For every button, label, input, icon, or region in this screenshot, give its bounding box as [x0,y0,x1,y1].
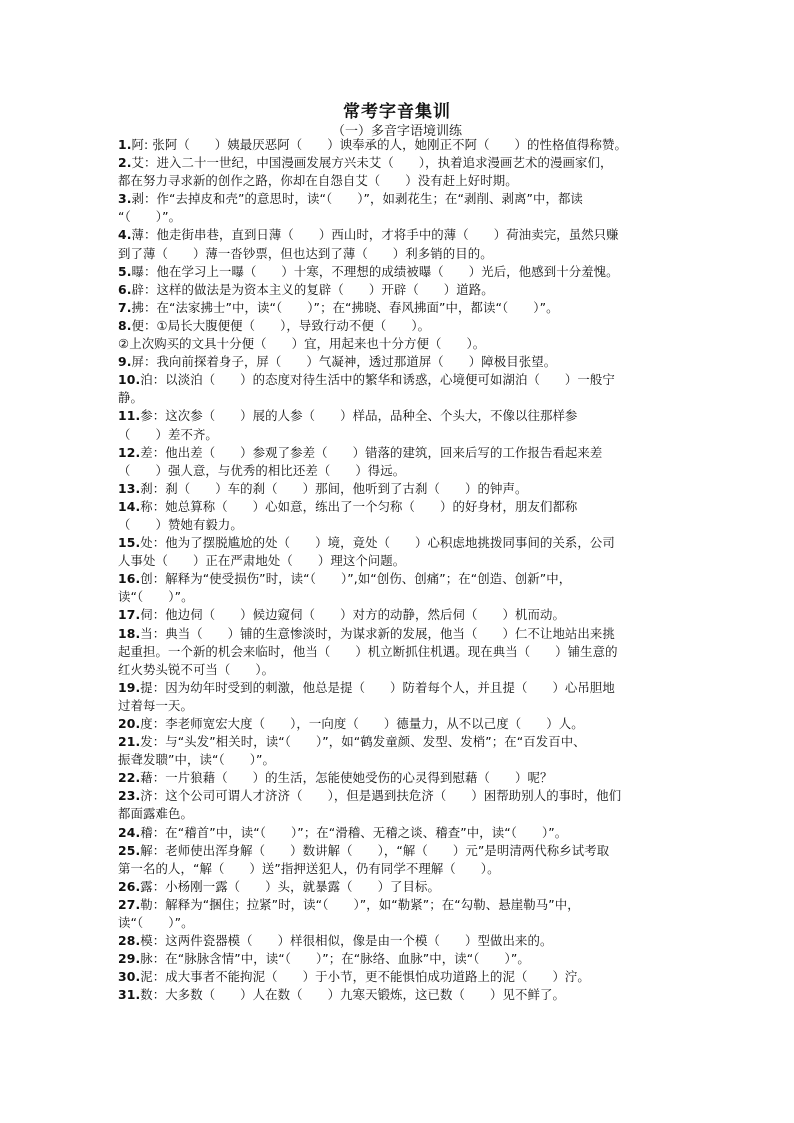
exercise-text: 阿: 张阿（ ）姨最厌恶阿（ ）谀奉承的人，她刚正不阿（ ）的性格值得称赞。 [131,137,627,152]
exercise-line [118,606,678,624]
exercise-continuation-line [118,661,678,679]
exercise-text: 数：大多数（ ）人在数（ ）九寒天锻炼，这已数（ ）见不鲜了。 [140,987,565,1003]
exercise-continuation-line [118,552,678,570]
exercise-line [118,986,678,1004]
exercise-line [118,299,678,317]
exercise-continuation-line [118,588,678,606]
exercise-line [118,715,678,733]
exercise-line [118,625,678,643]
exercise-text: 济：这个公司可谓人才济济（ ），但是遇到扶危济（ ）困帮助别人的事时，他们 [140,788,622,804]
exercise-text: 都面露难色。 [118,806,193,822]
exercise-line [118,679,678,697]
exercise-line [118,733,678,751]
exercise-line [118,968,678,986]
exercise-continuation-line [118,208,678,226]
exercise-text: 屏：我向前探着身子，屏（ ）气凝神，透过那道屏（ ）障极目张望。 [131,354,557,370]
exercise-number: 18. [118,625,141,641]
exercise-text: 参：这次参（ ）展的人参（ ）样品，品种全、个头大，不像以往那样参 [140,408,578,424]
exercise-continuation-line [118,172,678,190]
exercise-continuation-line [118,805,678,823]
exercise-number: 12. [118,444,141,460]
exercise-line [118,281,678,299]
exercise-text: 曝：他在学习上一曝（ ）十寒，不理想的成绩被曝（ ）光后，他感到十分羞愧。 [131,263,619,279]
exercise-text: 称：她总算称（ ）心如意，练出了一个匀称（ ）的好身材，朋友们都称 [140,498,578,514]
exercise-number: 29. [118,951,141,967]
section-subtitle: （一）多音字语境训练 [331,124,462,139]
exercise-text: 发：与“头发”相关时，读“（ ）”，如“鹤发童颜、发型、发梢”；在“百发百中、 [140,734,586,750]
exercise-number: 19. [118,679,141,695]
exercise-text: 第一名的人，“解（ ）送”指押送犯人，仍有同学不理解（ ）。 [118,860,500,876]
page-title: 常考字音集训 [343,102,451,122]
exercise-number: 6. [118,281,132,297]
exercise-number: 13. [118,480,141,496]
exercise-text: 解：老师使出浑身解（ ）数讲解（ ），“解（ ）元”是明清两代称乡试考取 [140,842,610,858]
exercise-line [118,570,678,588]
exercise-continuation-line [118,751,678,769]
exercise-number: 1. [118,137,132,152]
exercise-continuation-line [118,335,678,353]
exercise-line [118,932,678,950]
exercise-line [118,226,678,244]
exercise-text: 都在努力寻求新的创作之路，你却在自怨自艾（ ）没有赶上好时期。 [118,173,518,189]
exercise-line [118,950,678,968]
exercise-text: 泊：以淡泊（ ）的态度对待生活中的繁华和诱惑，心境便可如湖泊（ ）一般宁 [140,372,615,388]
exercise-number: 28. [118,933,141,949]
exercise-line [118,896,678,914]
exercise-number: 4. [118,227,132,243]
exercise-number: 2. [118,155,132,171]
exercise-text: 创：解释为“使受损伤”时，读“（ ）”,如“创伤、创痛”；在“创造、创新”中， [140,571,572,587]
exercise-line [118,353,678,371]
exercise-continuation-line [118,516,678,534]
exercise-line [118,136,678,154]
exercise-text: 起重担。一个新的机会来临时，他当（ ）机立断抓住机遇。现在典当（ ）铺生意的 [118,643,618,659]
exercise-number: 24. [118,824,141,840]
exercise-continuation-line [118,462,678,480]
exercise-line [118,317,678,335]
exercise-continuation-line [118,643,678,661]
exercise-text: （ ）强人意，与优秀的相比还差（ ）得远。 [118,462,406,478]
exercise-line [118,534,678,552]
exercise-text: （ ）差不齐。 [118,426,218,442]
exercise-number: 30. [118,969,141,985]
exercise-line [118,190,678,208]
exercise-line [118,371,678,389]
exercise-number: 23. [118,788,141,804]
exercise-line [118,407,678,425]
exercise-text: 稽：在“稽首”中，读“（ ）”；在“滑稽、无稽之谈、稽查”中，读“（ ）”。 [140,824,568,840]
exercise-text: 处：他为了摆脱尴尬的处（ ）境，竟处（ ）心积虑地挑拨同事间的关系，公司 [140,535,615,551]
exercise-number: 10. [118,372,141,388]
exercise-text: 藉：一片狼藉（ ）的生活，怎能使她受伤的心灵得到慰藉（ ）呢？ [140,770,553,786]
exercise-text: 到了薄（ ）薄一沓钞票，但也达到了薄（ ）利多销的目的。 [118,245,493,261]
exercise-text: “（ ）”。 [118,209,182,225]
exercise-text: 模：这两件瓷器模（ ）样很相似，像是由一个模（ ）型做出来的。 [140,933,553,949]
exercise-continuation-line [118,389,678,407]
exercise-number: 20. [118,716,141,731]
exercise-text: 提：因为幼年时受到的刺激，他总是提（ ）防着每个人，并且提（ ）心吊胆地 [140,679,615,695]
exercise-text: 脉：在“脉脉含情”中，读“（ ）”；在“脉络、血脉”中，读“（ ）”。 [140,951,530,967]
exercise-number: 22. [118,770,141,786]
exercise-number: 27. [118,896,141,912]
exercise-text: 剥：作“去掉皮和壳”的意思时，读“（ ）”，如剥花生；在“剥削、剥离”中，都读 [131,191,583,207]
exercise-text: 振聋发聩”中，读“（ ）”。 [118,752,276,768]
exercise-number: 5. [118,263,132,279]
exercise-text: 红火势头锐不可当（ ）。 [118,661,275,677]
exercise-number: 8. [118,317,132,333]
exercise-continuation-line [118,245,678,263]
exercise-text: 辟：这样的做法是为资本主义的复辟（ ）开辟（ ）道路。 [131,281,494,297]
exercise-number: 7. [118,299,132,315]
exercise-line [118,824,678,842]
exercise-number: 21. [118,734,141,750]
exercise-line [118,263,678,281]
exercise-text: 薄：他走街串巷，直到日薄（ ）西山时，才将手中的薄（ ）荷油卖完，虽然只赚 [131,227,619,243]
exercise-line [118,769,678,787]
exercise-number: 15. [118,535,141,551]
exercise-text: （ ）赞她有毅力。 [118,516,243,532]
exercise-text: 静。 [118,390,143,406]
exercise-number: 16. [118,571,141,587]
exercise-line [118,498,678,516]
exercise-number: 3. [118,191,132,207]
exercise-text: 刹：刹（ ）车的刹（ ）那间，他听到了古刹（ ）的钟声。 [140,480,528,496]
exercise-number: 9. [118,354,132,370]
exercise-number: 31. [118,987,141,1003]
exercise-list [118,136,678,1005]
exercise-text: 读“（ ）”。 [118,589,194,605]
exercise-line [118,154,678,172]
exercise-text: 当：典当（ ）铺的生意惨淡时，为谋求新的发展，他当（ ）仁不让地站出来挑 [140,625,615,641]
exercise-text: ②上次购买的文具十分便（ ）宜，用起来也十分方便（ ）。 [118,336,486,352]
exercise-text: 人事处（ ）正在严肃地处（ ）理这个问题。 [118,553,406,569]
exercise-number: 11. [118,408,141,424]
exercise-text: 便：①局长大腹便便（ ），导致行动不便（ ）。 [131,317,431,333]
exercise-line [118,878,678,896]
exercise-line [118,480,678,498]
exercise-line [118,444,678,462]
exercise-text: 读“（ ）”。 [118,915,194,931]
exercise-text: 度：李老师宽宏大度（ ），一向度（ ）德量力，从不以己度（ ）人。 [140,716,584,731]
exercise-text: 过着每一天。 [118,697,193,713]
exercise-text: 差：他出差（ ）参观了参差（ ）错落的建筑，回来后写的工作报告看起来差 [140,444,603,460]
exercise-number: 25. [118,842,141,858]
exercise-text: 勒：解释为“捆住；拉紧”时，读“（ ）”，如“勒紧”；在“勾勒、悬崖勒马”中， [140,896,580,912]
exercise-text: 露：小杨刚一露（ ）头，就暴露（ ）了目标。 [140,878,441,894]
exercise-number: 14. [118,498,141,514]
exercise-line [118,842,678,860]
exercise-continuation-line [118,860,678,878]
exercise-text: 拂：在“法家拂士”中，读“（ ）”；在“拂晓、春风拂面”中，都读“（ ）”。 [131,299,559,315]
exercise-line [118,787,678,805]
exercise-text: 艾：进入二十一世纪，中国漫画发展方兴未艾（ ），执着追求漫画艺术的漫画家们， [131,155,613,171]
exercise-continuation-line [118,914,678,932]
exercise-continuation-line [118,426,678,444]
exercise-number: 26. [118,878,141,894]
exercise-text: 泥：成大事者不能拘泥（ ）于小节，更不能惧怕成功道路上的泥（ ）泞。 [140,969,590,985]
exercise-text: 伺：他边伺（ ）候边窥伺（ ）对方的动静，然后伺（ ）机而动。 [140,607,565,623]
exercise-number: 17. [118,607,141,623]
exercise-continuation-line [118,697,678,715]
